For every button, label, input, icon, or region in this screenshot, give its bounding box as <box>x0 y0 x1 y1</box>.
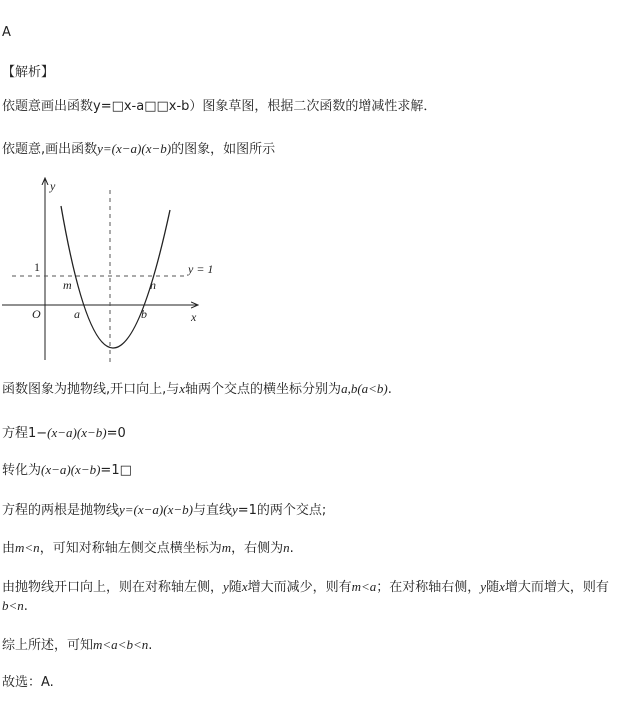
monotonicity-paragraph: 由抛物线开口向上，则在对称轴左侧，y随x增大而减少，则有m<a；在对称轴右侧，y随x增大而增大，则有b<n. <box>2 579 609 614</box>
parabola-curve <box>61 206 170 348</box>
tick-label-1: 1 <box>34 260 40 274</box>
x-axis-label: x <box>191 310 197 324</box>
label-a: a <box>74 307 80 321</box>
label-n: n <box>150 278 156 292</box>
answer-letter: A <box>2 25 11 40</box>
conclusion-line: 综上所述，可知m<a<b<n. <box>2 637 153 653</box>
label-b: b <box>141 307 147 321</box>
solution-idea: 依题意画出函数y=□x-a□□x-b）图象草图，根据二次函数的增减性求解． <box>2 99 437 114</box>
conversion-line: 转化为(x−a)(x−b)=1□ <box>2 462 132 478</box>
description-line: 函数图象为抛物线,开口向上,与x轴两个交点的横坐标分别为a,b(a<b). <box>2 381 392 397</box>
equation-line: 方程1−(x−a)(x−b)=0 <box>2 425 126 441</box>
roots-line: 方程的两根是抛物线y=(x−a)(x−b)与直线y=1的两个交点; <box>2 502 327 518</box>
intro-sentence: 依题意,画出函数y=(x−a)(x−b)的图象，如图所示 <box>2 141 276 157</box>
label-m: m <box>63 278 72 292</box>
origin-label: O <box>32 307 41 321</box>
line-label: y = 1 <box>188 262 214 276</box>
parabola-graph <box>0 170 240 370</box>
order-line: 由m<n，可知对称轴左侧交点横坐标为m，右侧为n. <box>2 540 294 556</box>
y-axis-label: y <box>50 179 56 193</box>
section-title: 【解析】 <box>2 65 55 80</box>
final-choice: 故选：A. <box>2 675 54 690</box>
